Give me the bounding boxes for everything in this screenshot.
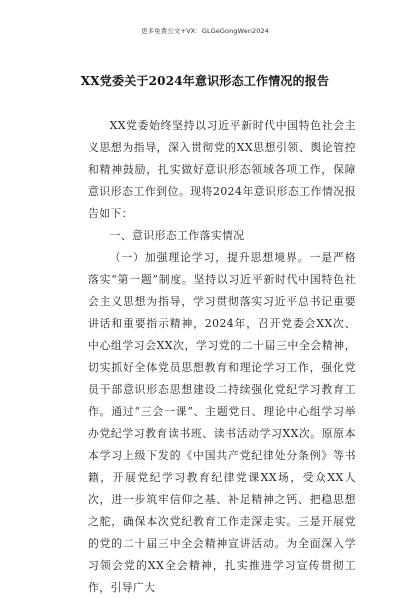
document-title: XX党委关于2024年意识形态工作情况的报告 xyxy=(80,74,330,88)
intro-paragraph: XX党委始终坚持以习近平新时代中国特色社会主义思想为指导，深入贯彻党的XX思想引领、舆论管控和精神鼓励，扎实做好意识形态领域各项工作，保障意识形态工作到位。现将2024年意识形态工作情况报告如下： xyxy=(88,119,356,220)
header-note: 更多免费公文+VX：GLGeGongWen2024 xyxy=(140,27,269,35)
body-paragraph: （一）加强理论学习，提升思想境界。一是严格落实“第一题”制度。坚持以习近平新时代中国特色社会主义思想为指导，学习贯彻落实习近平总书记重要讲话和重要指示精神，2024年，召开党委会XX次、中心组学习会XX次，学习党的二十届三中全会精神，切实抓好全体党员思想教育和理论学习工作，强化党员干部意识形态思想建设二持续强化党纪学习教育工作。通过“三会一课”、主题党日、理论中心组学习举办党纪学习教育读书班、读书活动学习XX次。原原本本学习上级下发的《中国共产党纪律处分条例》等书籍，开展党纪学习教育纪律党课XX场，受众XX人次，进一步筑牢信仰之基、补足精神之钙、把稳思想之舵，确保本次党纪教育工作走深走实。三是开展党的党的二十届三中全会精神宣讲活动。为全面深入学习领会党的XX全会精神，扎实推进学习宣传贯彻工作，引导广大 xyxy=(88,251,356,594)
section-heading: 一、意识形态工作落实情况 xyxy=(109,229,245,242)
document-body xyxy=(88,115,356,599)
